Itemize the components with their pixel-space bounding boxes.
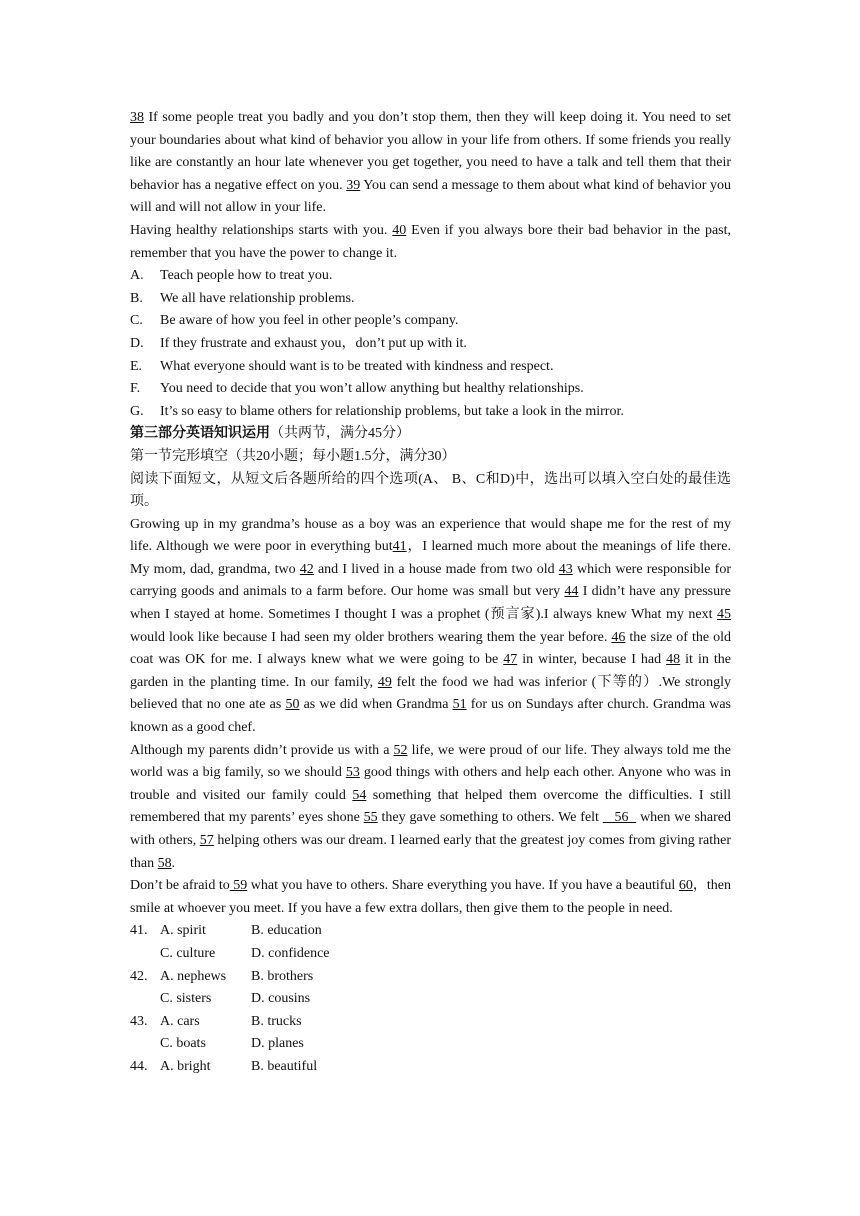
- choice: C. culture: [160, 945, 216, 961]
- option-text: We all have relationship problems.: [160, 290, 355, 306]
- cloze-blank: 58: [157, 855, 172, 871]
- text-run: would look like because I had seen my older brothers wearing them the year before.: [130, 629, 612, 645]
- text-run: it in the garden in the planting time. In our family,: [130, 652, 731, 690]
- text-run: and I lived in a house made from two old: [313, 561, 559, 577]
- cloze-blank: 44: [564, 584, 579, 600]
- cloze-blank: 52: [393, 742, 408, 758]
- cloze-blank: 60: [678, 878, 693, 894]
- question-row: [130, 943, 731, 966]
- cloze-blank: 43: [558, 561, 573, 577]
- question-number: 44.: [130, 1058, 148, 1074]
- choice: B. brothers: [251, 968, 314, 984]
- question-row: [130, 1056, 731, 1079]
- option-item: [130, 333, 731, 356]
- text-run: life, we were proud of our life. They always told me the world was a big family, so we should: [130, 742, 731, 781]
- text-run: they gave something to others. We felt: [377, 810, 603, 826]
- text-run: something that helped them overcome the difficulties. I still remembered that my parents’ eyes shone: [130, 787, 731, 826]
- question-row: [130, 1011, 731, 1034]
- choice: A. spirit: [160, 923, 206, 939]
- cloze-blank: 48: [666, 652, 681, 668]
- question-list: [130, 920, 731, 1078]
- text-run: I didn’t have any pressure when I stayed at home. Sometimes I thought I was a prophet (预言家).I always knew What my next: [130, 584, 732, 623]
- question-row: [130, 1033, 731, 1056]
- option-text: Be aware of how you feel in other people’s company.: [160, 313, 459, 329]
- choice: A. cars: [160, 1013, 200, 1029]
- option-letter: A.: [130, 268, 144, 284]
- section-heading: [130, 423, 731, 446]
- text-run: If some people treat you badly and you don’t stop them, then they will keep doing it. You need to set your boundaries about what kind of behavior you allow in your life from others. If some friends you really like are constantly an hour late whenever you get together, you need to have a talk and tell them that their behavior has a negative effect on you.: [130, 110, 731, 193]
- cloze-paragraph: [130, 875, 731, 920]
- passage-paragraph: [130, 220, 731, 265]
- option-item: [130, 356, 731, 379]
- cloze-blank: 51: [452, 697, 467, 713]
- text-run: what you have to others. Share everything you have. If you have a beautiful: [247, 878, 679, 894]
- text-run: when we shared with others,: [130, 810, 732, 848]
- blank-39: 39: [346, 177, 361, 193]
- cloze-blank: 41: [392, 539, 407, 555]
- text-run: good things with others and help each other. Anyone who was in trouble and visited our family could: [130, 765, 731, 803]
- option-list: [130, 265, 731, 423]
- question-number: 43.: [130, 1013, 148, 1029]
- choice: C. sisters: [160, 991, 212, 1007]
- question-number: 41.: [130, 923, 148, 939]
- text-run: which were responsible for carrying goods and animals to a farm before. Our home was small but very: [130, 561, 731, 600]
- text-run: helping others was our dream. I learned early that the greatest joy comes from giving rather than: [130, 833, 732, 871]
- text-run: Even if you always bore their bad behavior in the past, remember that you have the power to change it.: [130, 222, 731, 261]
- option-letter: G.: [130, 403, 144, 419]
- text-run: You can send a message to them about what kind of behavior you will and will not allow in your life.: [130, 177, 731, 216]
- cloze-blank: 42: [299, 561, 314, 577]
- option-letter: C.: [130, 313, 143, 329]
- blank-40: 40: [392, 222, 407, 238]
- choice: A. bright: [160, 1058, 211, 1074]
- text-run: felt the food we had was inferior (下等的）.We strongly believed that no one ate as: [130, 674, 731, 713]
- cloze-blank: 53: [345, 765, 360, 781]
- option-item: [130, 310, 731, 333]
- cloze-blank: 55: [363, 810, 378, 826]
- cloze-blank: 50: [285, 697, 300, 713]
- text-run: ，I learned much more about the meanings of life there. My mom, dad, grandma, two: [130, 539, 731, 577]
- option-text: Teach people how to treat you.: [160, 268, 333, 284]
- option-letter: E.: [130, 358, 143, 374]
- choice: A. nephews: [160, 968, 227, 984]
- text-run: Having healthy relationships starts with you.: [130, 222, 393, 238]
- text-run: for us on Sundays after church. Grandma was known as a good chef.: [130, 697, 731, 736]
- option-text: If they frustrate and exhaust you，don’t put up with it.: [160, 335, 467, 351]
- option-item: [130, 288, 731, 311]
- text-run: .: [171, 855, 176, 871]
- choice: B. education: [251, 923, 322, 939]
- cloze-blank: 46: [611, 629, 626, 645]
- option-item: [130, 265, 731, 288]
- cloze-blank: 57: [199, 833, 214, 848]
- option-item: [130, 378, 731, 401]
- passage-paragraph: [130, 107, 731, 220]
- cloze-blank: 47: [503, 652, 518, 668]
- document-page: [130, 107, 731, 1079]
- section-title: 第三部分英语知识运用: [130, 426, 270, 442]
- option-text: It’s so easy to blame others for relationship problems, but take a look in the mirror.: [160, 403, 624, 419]
- choice: D. planes: [251, 1036, 304, 1052]
- text-run: as we did when Grandma: [299, 697, 453, 713]
- option-letter: D.: [130, 335, 144, 351]
- choice: B. trucks: [251, 1013, 302, 1029]
- option-text: You need to decide that you won’t allow anything but healthy relationships.: [160, 381, 584, 397]
- option-letter: B.: [130, 290, 143, 306]
- section-score: （共两节，满分45分）: [270, 426, 410, 442]
- text-run: Although my parents didn’t provide us with a: [130, 742, 394, 758]
- instructions: 阅读下面短文，从短文后各题所给的四个选项(A、 B、C和D)中，选出可以填入空白处的最佳选项。: [130, 471, 731, 510]
- text-run: ，then smile at whoever you meet. If you have a few extra dollars, then give them to the people in need.: [130, 878, 732, 916]
- cloze-blank: 56: [602, 810, 637, 826]
- cloze-blank: 59: [229, 878, 248, 894]
- cloze-paragraph: [130, 740, 731, 876]
- choice: D. confidence: [251, 945, 330, 961]
- question-row: [130, 988, 731, 1011]
- option-letter: F.: [130, 381, 141, 397]
- question-row: [130, 966, 731, 989]
- cloze-blank: 49: [377, 674, 392, 690]
- option-text: What everyone should want is to be treated with kindness and respect.: [160, 358, 554, 374]
- blank-38: 38: [130, 110, 144, 125]
- choice: D. cousins: [251, 991, 311, 1007]
- cloze-blank: 45: [717, 607, 731, 623]
- question-number: 42.: [130, 968, 148, 984]
- option-item: [130, 401, 731, 424]
- text-run: in winter, because I had: [517, 652, 667, 668]
- subsection-heading: 第一节完形填空（共20小题；每小题1.5分，满分30）: [130, 448, 456, 464]
- choice: B. beautiful: [251, 1058, 318, 1074]
- text-run: Don’t be afraid to: [130, 878, 230, 894]
- text-run: the size of the old coat was OK for me. I always knew what we were going to be: [130, 629, 732, 668]
- question-row: [130, 920, 731, 943]
- choice: C. boats: [160, 1036, 206, 1052]
- text-run: Growing up in my grandma’s house as a boy was an experience that would shape me for the rest of my life. Although we were poor in everything but: [130, 516, 731, 555]
- cloze-paragraph: [130, 514, 731, 740]
- cloze-blank: 54: [352, 787, 367, 803]
